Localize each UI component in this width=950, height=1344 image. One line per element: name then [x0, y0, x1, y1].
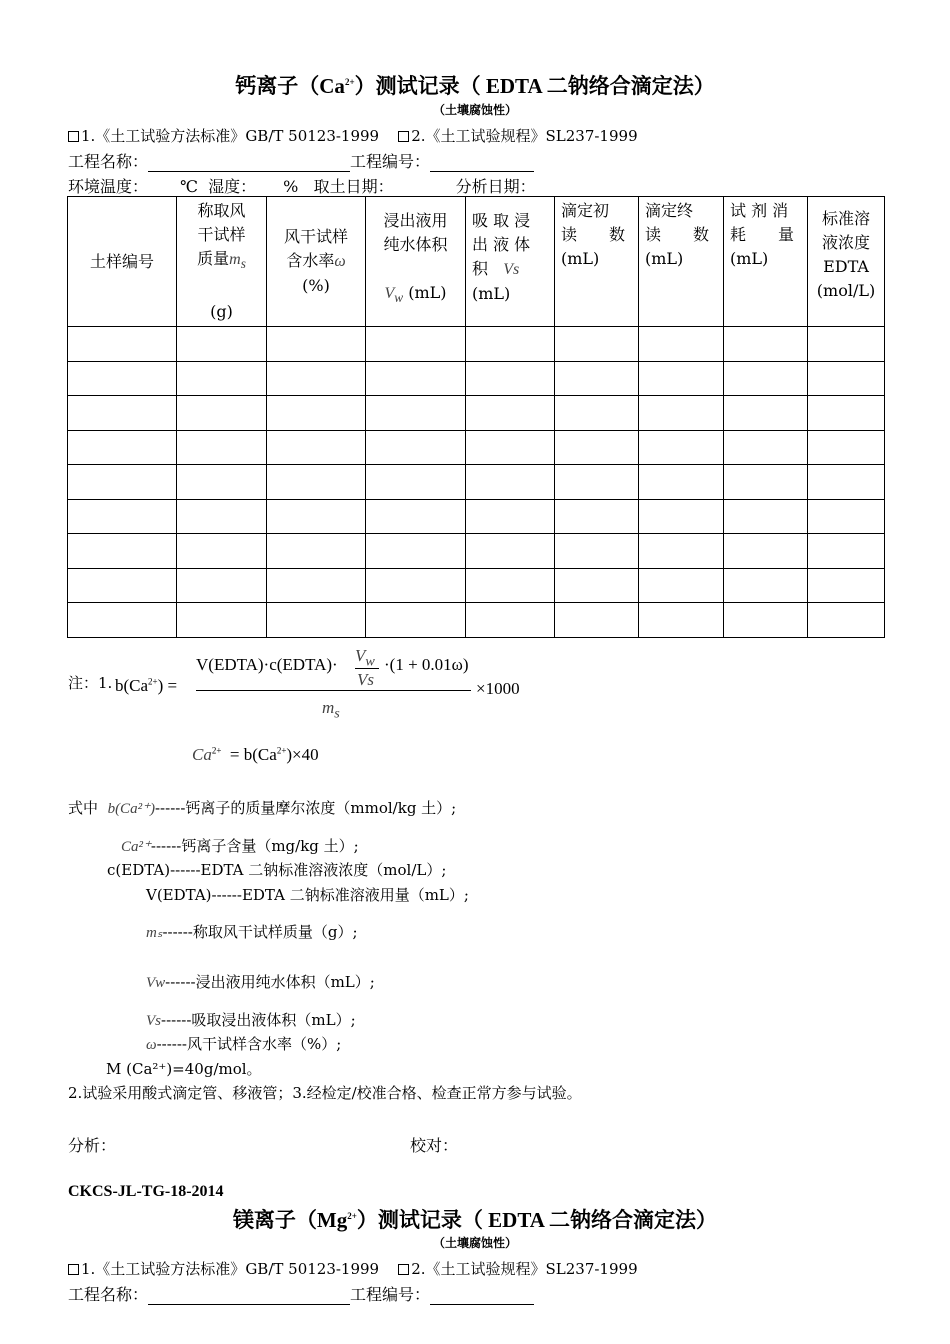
table-cell[interactable]	[808, 603, 885, 638]
table-cell[interactable]	[177, 430, 267, 465]
table-row	[68, 327, 885, 362]
table-row	[68, 361, 885, 396]
humidity-field[interactable]	[256, 181, 283, 197]
sample-date-field[interactable]	[394, 181, 456, 197]
record-table	[67, 196, 885, 638]
table-cell[interactable]	[466, 465, 555, 500]
formula-multiplier: ×1000	[476, 679, 520, 698]
table-cell[interactable]	[177, 534, 267, 569]
def-ca: Ca²⁺------钙离子含量（mg/kg 土）;	[121, 837, 359, 855]
table-cell[interactable]	[724, 361, 808, 396]
form1-project-line	[68, 149, 534, 172]
header-extract-volume: 吸 取 浸 出 液 体 积 Vs (mL)	[466, 197, 555, 327]
project-name-label: 工程名称：	[68, 152, 149, 171]
analysis-date-field[interactable]	[536, 181, 622, 197]
table-cell[interactable]	[366, 361, 466, 396]
header-sample-mass: 称取风 干试样 质量$m_s$ (g)	[177, 197, 267, 327]
standard1-label: 1.《土工试验方法标准》GB/T 50123-1999	[81, 127, 380, 145]
header-initial-reading: 滴定初 读 数 (mL)	[555, 197, 639, 327]
table-cell[interactable]	[68, 534, 177, 569]
table-cell[interactable]	[177, 568, 267, 603]
table-cell[interactable]	[177, 327, 267, 362]
title-text-tail: ）测试记录（ EDTA 二钠络合滴定法）	[354, 74, 715, 98]
note-prefix: 注：1.	[68, 674, 113, 692]
table-row	[68, 499, 885, 534]
formula-frac-num: $V_w$	[355, 646, 375, 670]
table-cell[interactable]	[466, 430, 555, 465]
project-no-label: 工程编号：	[350, 152, 431, 171]
formula-inner-fraction-bar	[355, 668, 379, 669]
form2-subtitle: （土壤腐蚀性）	[432, 1236, 517, 1250]
formula-main-fraction-bar	[196, 690, 471, 691]
temp-unit: ℃	[180, 177, 198, 196]
header-water-volume: 浸出液用 纯水体积 $V_w$ (mL)	[366, 197, 466, 327]
table-cell[interactable]	[466, 603, 555, 638]
table-cell[interactable]	[639, 361, 724, 396]
table-cell[interactable]	[68, 430, 177, 465]
humidity-unit: %	[283, 177, 299, 196]
table-cell[interactable]	[177, 603, 267, 638]
table-cell[interactable]	[639, 499, 724, 534]
form2-project-line: 工程名称： 工程编号：	[68, 1282, 534, 1305]
table-cell[interactable]	[68, 465, 177, 500]
table-cell[interactable]	[68, 603, 177, 638]
table-cell[interactable]	[366, 327, 466, 362]
def-vw: Vw------浸出液用纯水体积（mL）;	[146, 973, 375, 991]
table-cell[interactable]	[555, 534, 639, 569]
title-text: 钙离子（Ca	[235, 74, 345, 98]
table-cell[interactable]	[177, 361, 267, 396]
table-row	[68, 396, 885, 431]
table-cell[interactable]	[267, 361, 366, 396]
form2-standard1-checkbox[interactable]	[68, 1264, 79, 1275]
table-row	[68, 603, 885, 638]
header-edta-concentration: 标准溶 液浓度 EDTA (mol/L)	[808, 197, 885, 327]
def-vs: Vs------吸取浸出液体积（mL）;	[146, 1011, 356, 1029]
note-2: 2.试验采用酸式滴定管、移液管；3.经检定/校准合格、检查正常方参与试验。	[68, 1084, 582, 1102]
table-cell[interactable]	[366, 568, 466, 603]
table-cell[interactable]	[724, 499, 808, 534]
formula-denominator: $m_s$	[322, 698, 340, 722]
analysis-signature-label: 分析：	[68, 1136, 117, 1155]
table-cell[interactable]	[639, 568, 724, 603]
table-cell[interactable]	[555, 568, 639, 603]
table-cell[interactable]	[177, 396, 267, 431]
table-cell[interactable]	[724, 327, 808, 362]
form2-standards: 1.《土工试验方法标准》GB/T 50123-1999 2.《土工试验规程》SL237-1999	[68, 1258, 638, 1279]
sample-date-label: 取土日期：	[313, 177, 394, 196]
table-cell[interactable]	[724, 603, 808, 638]
table-cell[interactable]	[639, 465, 724, 500]
table-cell[interactable]	[466, 568, 555, 603]
def-ms: mₛ------称取风干试样质量（g）;	[146, 923, 358, 941]
table-cell[interactable]	[267, 499, 366, 534]
def-c-edta: c(EDTA)------EDTA 二钠标准溶液浓度（mol/L）;	[107, 861, 447, 879]
table-cell[interactable]	[267, 430, 366, 465]
table-cell[interactable]	[808, 568, 885, 603]
form1-env-line	[68, 174, 622, 197]
table-cell[interactable]	[724, 568, 808, 603]
table-cell[interactable]	[639, 430, 724, 465]
table-cell[interactable]	[639, 603, 724, 638]
table-cell[interactable]	[724, 430, 808, 465]
table-cell[interactable]	[466, 396, 555, 431]
def-v-edta: V(EDTA)------EDTA 二钠标准溶液用量（mL）;	[146, 886, 469, 904]
table-cell[interactable]	[366, 534, 466, 569]
table-header-row	[68, 197, 885, 327]
table-cell[interactable]	[555, 465, 639, 500]
table-cell[interactable]	[177, 499, 267, 534]
standard1-checkbox[interactable]	[68, 131, 79, 142]
table-row	[68, 534, 885, 569]
formula-2: $Ca^{2+} = b(Ca^{2+})\times 40$	[192, 745, 319, 764]
table-cell[interactable]	[724, 534, 808, 569]
table-cell[interactable]	[68, 327, 177, 362]
table-cell[interactable]	[466, 534, 555, 569]
table-cell[interactable]	[267, 327, 366, 362]
form-code: CKCS-JL-TG-18-2014	[68, 1183, 224, 1200]
table-cell[interactable]	[177, 465, 267, 500]
header-sample-no: 土样编号	[68, 197, 177, 327]
molar-mass: M (Ca²⁺)=40g/mol。	[106, 1060, 262, 1078]
table-cell[interactable]	[808, 396, 885, 431]
form2-project-name-field[interactable]	[148, 1289, 350, 1305]
table-cell[interactable]	[808, 499, 885, 534]
header-final-reading: 滴定终 读 数 (mL)	[639, 197, 724, 327]
def-omega: ω------风干试样含水率（%）;	[146, 1035, 342, 1053]
humidity-label: 湿度：	[208, 177, 257, 196]
table-cell[interactable]	[68, 568, 177, 603]
formula-numerator: V(EDTA)·c(EDTA)·	[196, 655, 338, 674]
env-temp-label: 环境温度：	[68, 177, 149, 196]
table-cell[interactable]	[366, 465, 466, 500]
table-row	[68, 430, 885, 465]
table-cell[interactable]	[466, 327, 555, 362]
standard2-checkbox[interactable]	[398, 131, 409, 142]
table-cell[interactable]	[366, 430, 466, 465]
table-cell[interactable]	[68, 361, 177, 396]
table-cell[interactable]	[267, 568, 366, 603]
table-cell[interactable]	[68, 396, 177, 431]
table-cell[interactable]	[808, 327, 885, 362]
table-cell[interactable]	[808, 534, 885, 569]
table-cell[interactable]	[267, 396, 366, 431]
table-cell[interactable]	[808, 430, 885, 465]
table-cell[interactable]	[639, 534, 724, 569]
title-superscript: 2+	[344, 77, 355, 87]
table-cell[interactable]	[267, 534, 366, 569]
table-cell[interactable]	[555, 499, 639, 534]
table-cell[interactable]	[724, 465, 808, 500]
table-cell[interactable]	[366, 499, 466, 534]
formula-frac-den: Vs	[357, 670, 374, 689]
formula-factor: ·(1 + 0.01ω)	[384, 655, 469, 674]
table-cell[interactable]	[466, 499, 555, 534]
form1-standards	[68, 125, 638, 146]
table-cell[interactable]	[808, 361, 885, 396]
form2-project-no-field[interactable]	[430, 1289, 534, 1305]
table-cell[interactable]	[555, 430, 639, 465]
table-row	[68, 465, 885, 500]
table-cell[interactable]	[555, 603, 639, 638]
table-cell[interactable]	[808, 465, 885, 500]
form2-title: 镁离子$(Mg^{2+})$测试记录（ EDTA 二钠络合滴定法）	[232, 1208, 718, 1232]
table-cell[interactable]	[366, 603, 466, 638]
table-cell[interactable]	[639, 327, 724, 362]
check-signature-label: 校对：	[410, 1136, 459, 1155]
table-cell[interactable]	[267, 603, 366, 638]
standard2-label: 2.《土工试验规程》SL237-1999	[411, 127, 638, 145]
table-cell[interactable]	[267, 465, 366, 500]
table-row	[68, 568, 885, 603]
table-cell[interactable]	[366, 396, 466, 431]
analysis-date-label: 分析日期：	[455, 177, 536, 196]
temp-field[interactable]	[148, 181, 180, 197]
project-name-field[interactable]	[148, 156, 350, 172]
formula-lhs: $b(Ca^{2+})$ =	[115, 676, 178, 695]
form1-subtitle: （土壤腐蚀性）	[432, 103, 517, 117]
header-reagent-used: 试 剂 消 耗 量 (mL)	[724, 197, 808, 327]
project-no-field[interactable]	[430, 156, 534, 172]
header-moisture: 风干试样 含水率ω (%)	[267, 197, 366, 327]
where-line: 式中 b(Ca²⁺)------钙离子的质量摩尔浓度（mmol/kg 土）;	[68, 799, 457, 817]
table-cell[interactable]	[555, 361, 639, 396]
table-cell[interactable]	[555, 327, 639, 362]
table-cell[interactable]	[466, 361, 555, 396]
table-cell[interactable]	[639, 396, 724, 431]
table-cell[interactable]	[68, 499, 177, 534]
form1-title	[0, 70, 950, 100]
table-cell[interactable]	[724, 396, 808, 431]
table-cell[interactable]	[555, 396, 639, 431]
form2-standard2-checkbox[interactable]	[398, 1264, 409, 1275]
